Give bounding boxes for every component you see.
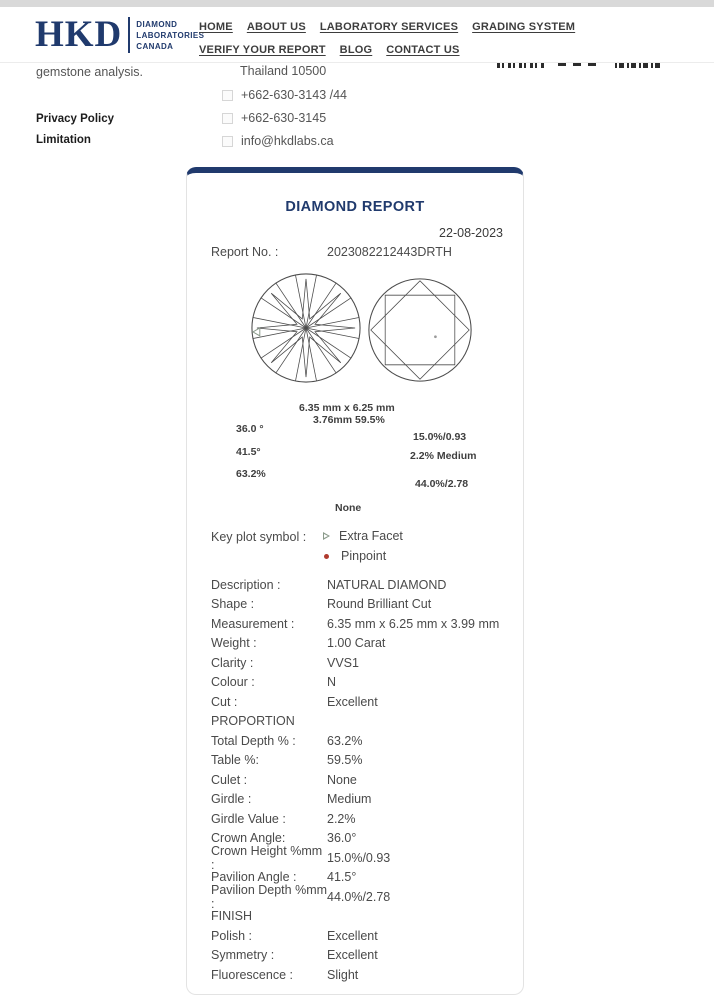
table-row	[211, 965, 507, 985]
row-value: 2.2%	[327, 811, 356, 826]
table-row	[211, 751, 507, 771]
phone-number[interactable]: +662-630-3145	[241, 111, 327, 125]
finish-section-header: FINISH	[211, 909, 252, 924]
footer-address-line	[240, 64, 326, 78]
prop-culet-label: None	[335, 502, 362, 514]
crown-plot-diagram	[366, 276, 474, 384]
hkd-logo[interactable]	[35, 13, 204, 57]
nav-link-home[interactable]: HOME	[199, 21, 233, 33]
row-label: Girdle :	[211, 792, 252, 807]
row-value: Medium	[327, 792, 372, 807]
logo-subtitle-line: DIAMOND	[136, 19, 178, 29]
row-value: 44.0%/2.78	[327, 889, 391, 904]
table-row	[211, 595, 507, 615]
row-label: Description :	[211, 577, 281, 592]
prop-measurement-label: 6.35 mm x 6.25 mm	[299, 402, 395, 414]
pavilion-plot-diagram	[249, 271, 363, 385]
key-plot-label: Key plot symbol :	[211, 530, 307, 544]
prop-pavilion-angle-label: 41.5°	[236, 446, 261, 458]
row-label: Crown Angle:	[211, 831, 286, 846]
prop-pavilion-depth-label: 44.0%/2.78	[415, 478, 469, 490]
table-row	[211, 634, 507, 654]
phone-icon	[222, 90, 233, 101]
table-row	[211, 614, 507, 634]
email-address[interactable]: info@hkdlabs.ca	[241, 134, 334, 148]
row-value: 59.5%	[327, 753, 363, 768]
table-row	[211, 926, 507, 946]
logo-subtitle-line: LABORATORIES	[136, 30, 205, 40]
report-number-value: 2023082212443DRTH	[327, 245, 452, 259]
pinpoint-mark	[434, 335, 437, 338]
row-label: Measurement :	[211, 616, 295, 631]
table-row	[211, 770, 507, 790]
diamond-report-card	[186, 167, 524, 995]
report-number-label: Report No. :	[211, 245, 279, 259]
row-value: 36.0°	[327, 831, 357, 846]
row-value: Slight	[327, 967, 359, 982]
report-date: 22-08-2023	[439, 226, 503, 240]
extra-facet-icon	[323, 532, 330, 540]
phone-icon	[222, 113, 233, 124]
prop-crown-height-label: 15.0%/0.93	[413, 431, 467, 443]
proportion-section-header: PROPORTION	[211, 714, 295, 729]
prop-crown-angle-label: 36.0 °	[236, 423, 264, 435]
row-value: 1.00 Carat	[327, 636, 386, 651]
logo-text: HKD	[35, 14, 123, 55]
key-plot-symbol-pinpoint	[323, 549, 386, 563]
prop-depth-table-label: 3.76mm 59.5%	[313, 414, 385, 426]
row-value: 15.0%/0.93	[327, 850, 391, 865]
extra-facet-mark	[253, 328, 260, 336]
row-label: Table %:	[211, 753, 259, 768]
row-value: N	[327, 675, 337, 690]
nav-link-grading-system[interactable]: GRADING SYSTEM	[472, 21, 576, 33]
row-label: Polish :	[211, 928, 252, 943]
privacy-policy-link[interactable]: Privacy Policy	[36, 113, 114, 125]
table-row	[211, 692, 507, 712]
table-row	[211, 882, 507, 911]
report-number-row	[211, 245, 501, 259]
report-title: DIAMOND REPORT	[285, 199, 425, 215]
row-value: Excellent	[327, 928, 378, 943]
row-value: Excellent	[327, 948, 378, 963]
row-label: Weight :	[211, 636, 257, 651]
logo-subtitle	[136, 19, 204, 52]
row-value: Round Brilliant Cut	[327, 597, 432, 612]
footer-email-line	[222, 134, 334, 148]
row-label: Cut :	[211, 694, 238, 709]
pinpoint-icon	[324, 554, 329, 559]
nav-link-contact-us[interactable]: CONTACT US	[386, 44, 460, 56]
footer-phone-line	[222, 88, 347, 102]
table-row	[211, 946, 507, 966]
logo-divider	[128, 17, 130, 53]
table-row	[211, 731, 507, 751]
limitation-link[interactable]: Limitation	[36, 134, 91, 146]
row-value: 6.35 mm x 6.25 mm x 3.99 mm	[327, 616, 500, 631]
table-row	[211, 790, 507, 810]
footer-phone-line	[222, 111, 326, 125]
phone-number[interactable]: +662-630-3143 /44	[241, 88, 347, 102]
table-row	[211, 843, 507, 872]
diamond-plot-diagrams	[187, 269, 523, 391]
logo-subtitle-line: CANADA	[136, 41, 174, 51]
prop-girdle-label: 2.2% Medium	[410, 450, 477, 462]
extra-facet-label: Extra Facet	[339, 529, 403, 543]
nav-link-about-us[interactable]: ABOUT US	[246, 21, 306, 33]
nav-link-laboratory-services[interactable]: LABORATORY SERVICES	[319, 21, 459, 33]
email-icon	[222, 136, 233, 147]
row-value: 41.5°	[327, 870, 357, 885]
row-label: Colour :	[211, 675, 255, 690]
row-value: NATURAL DIAMOND	[327, 577, 447, 592]
page-top-band	[0, 0, 714, 7]
footer-description-text: gemstone analysis.	[36, 65, 144, 79]
site-header	[0, 7, 714, 63]
table-row	[211, 809, 507, 829]
table-row	[211, 653, 507, 673]
table-row	[211, 575, 507, 595]
row-label: Clarity :	[211, 655, 254, 670]
row-label: Culet :	[211, 772, 248, 787]
row-value: None	[327, 772, 357, 787]
row-label: Crown Height %mm :	[211, 843, 323, 872]
main-nav	[199, 21, 679, 56]
key-plot-symbol-extra-facet	[323, 529, 403, 543]
report-attributes-table	[211, 575, 507, 985]
row-label: Pavilion Angle :	[211, 870, 297, 885]
nav-link-blog[interactable]: BLOG	[339, 44, 373, 56]
row-label: Pavilion Depth %mm :	[211, 882, 328, 911]
row-label: Fluorescence :	[211, 967, 293, 982]
nav-link-verify-your-report[interactable]: VERIFY YOUR REPORT	[199, 44, 326, 56]
table-row	[211, 673, 507, 693]
row-value: VVS1	[327, 655, 359, 670]
row-label: Shape :	[211, 597, 255, 612]
row-value: 63.2%	[327, 733, 363, 748]
row-label: Total Depth % :	[211, 733, 296, 748]
pinpoint-label: Pinpoint	[341, 549, 387, 563]
row-value: Excellent	[327, 694, 378, 709]
prop-total-depth-label: 63.2%	[236, 468, 266, 480]
address-text: Thailand 10500	[240, 64, 327, 78]
row-label: Girdle Value :	[211, 811, 286, 826]
row-label: Symmetry :	[211, 948, 275, 963]
